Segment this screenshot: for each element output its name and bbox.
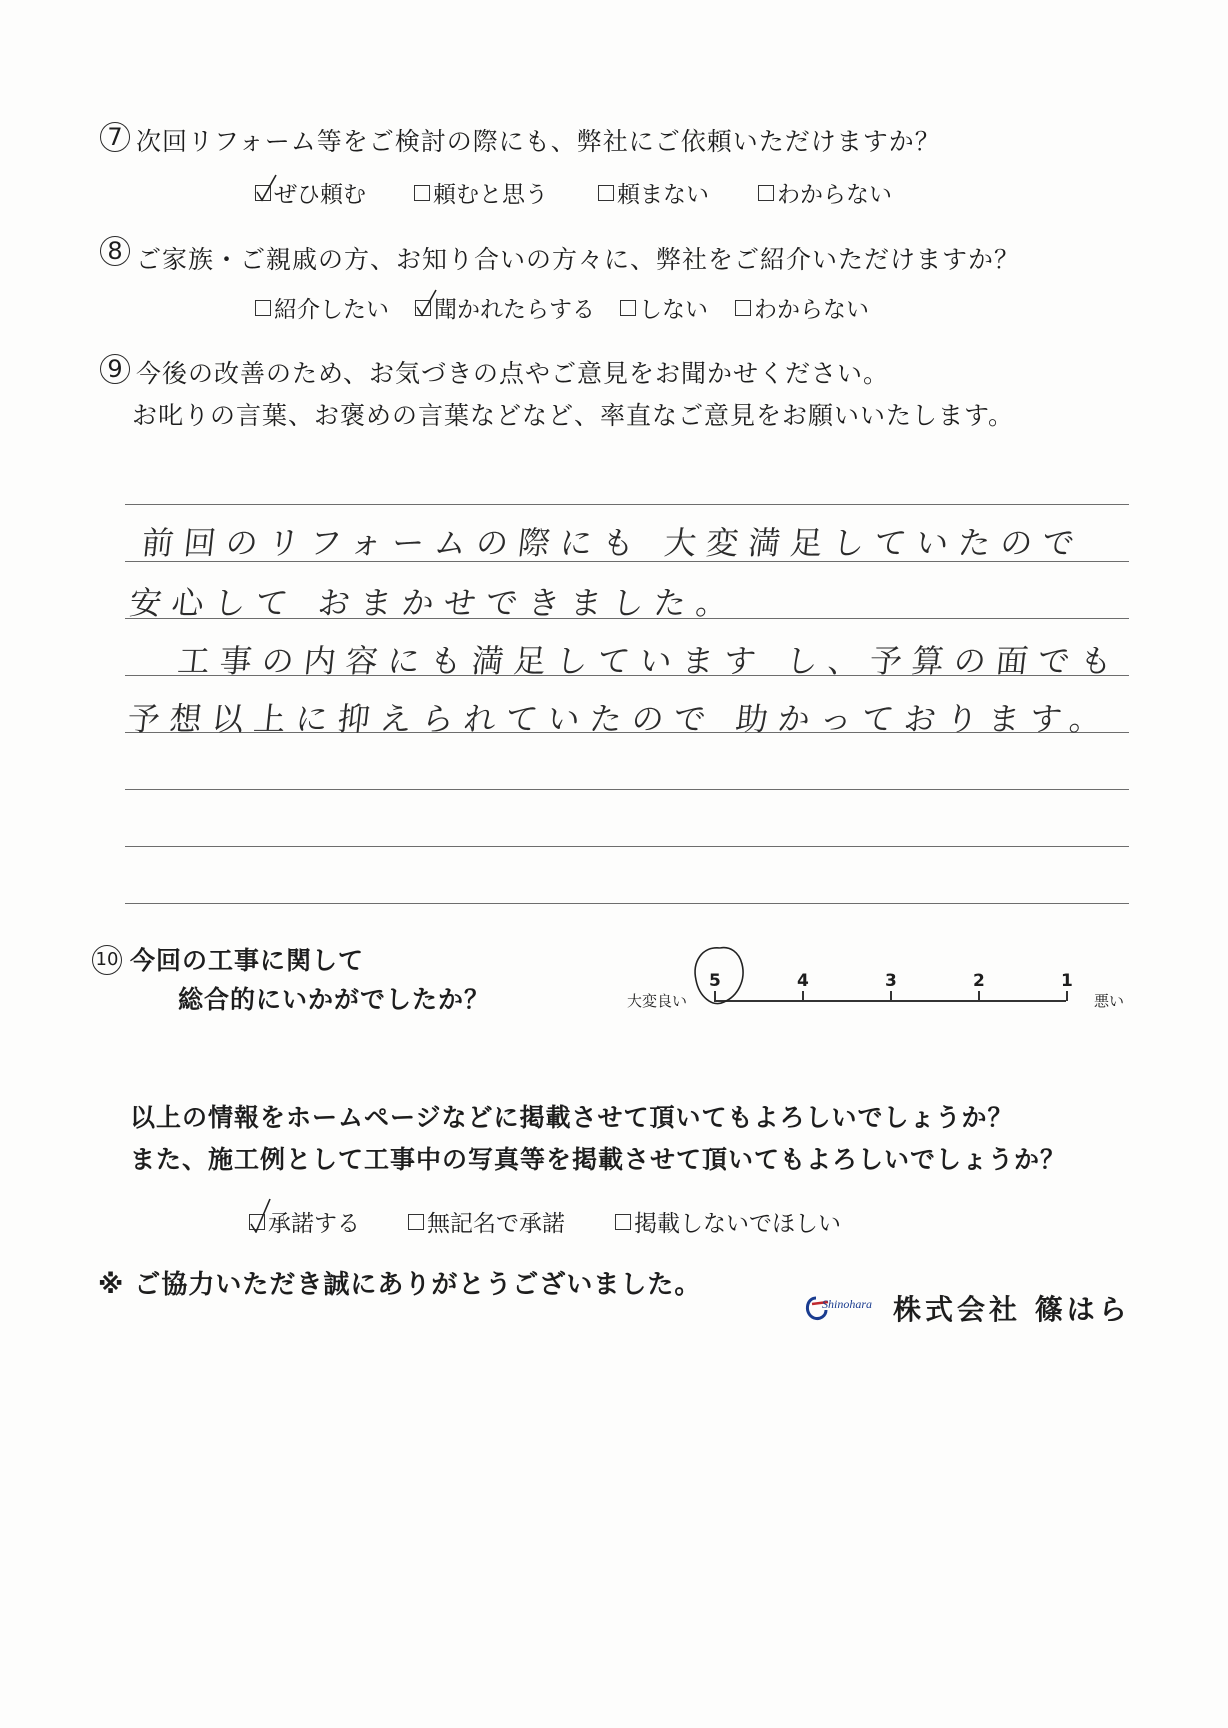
- checkbox[interactable]: [598, 185, 614, 201]
- publish-option-3[interactable]: [615, 1205, 841, 1238]
- handwritten-comment-line4: 予想以上に抑えられていたので 助かっております。: [125, 700, 1114, 738]
- scale-number-4[interactable]: 4: [797, 971, 809, 991]
- option-label: しない: [639, 297, 708, 323]
- scale-tick: [890, 991, 892, 1001]
- checkbox[interactable]: [408, 1214, 424, 1230]
- writing-line: [125, 903, 1129, 904]
- option-label: ぜひ頼む: [274, 182, 366, 208]
- question-number-9: 9: [100, 354, 130, 384]
- logo-text: Shinohara: [822, 1297, 873, 1311]
- checkmark-icon: [248, 1193, 272, 1233]
- writing-line: [125, 504, 1129, 505]
- option-label: わからない: [754, 297, 869, 323]
- question-10-text-line2: 総合的にいかがでしたか？: [178, 985, 491, 1014]
- checkbox[interactable]: [735, 300, 751, 316]
- writing-line: [125, 789, 1129, 790]
- checkbox[interactable]: [414, 185, 430, 201]
- scale-number-5[interactable]: 5: [709, 971, 721, 991]
- checkbox-checked[interactable]: [249, 1214, 265, 1230]
- company-logo: [802, 1290, 892, 1324]
- q8-option-1[interactable]: [255, 291, 389, 324]
- handwritten-comment-line3: 工事の内容にも満足しています し、予算の面でも: [175, 642, 1124, 680]
- question-number-7: 7: [100, 122, 130, 152]
- question-7-text: 次回リフォーム等をご検討の際にも、弊社にご依頼いただけますか？: [136, 127, 941, 156]
- q7-option-2[interactable]: [414, 176, 548, 209]
- shinohara-logo-icon: [802, 1290, 892, 1324]
- scale-tick: [978, 991, 980, 1001]
- option-label: 承諾する: [268, 1211, 360, 1237]
- publish-question-line2: また、施工例として工事中の写真等を掲載させて頂いてもよろしいでしょうか？: [130, 1145, 1067, 1174]
- question-9-text-line2: お叱りの言葉、お褒めの言葉などなど、率直なご意見をお願いいたします。: [132, 401, 1015, 430]
- scale-tick: [1066, 991, 1068, 1001]
- question-8-text: ご家族・ご親戚の方、お知り合いの方々に、弊社をご紹介いただけますか？: [136, 245, 1021, 274]
- option-label: わからない: [777, 182, 892, 208]
- scale-left-label: 大変良い: [627, 992, 688, 1010]
- checkbox[interactable]: [620, 300, 636, 316]
- checkbox[interactable]: [615, 1214, 631, 1230]
- checkmark-icon: [414, 289, 438, 319]
- q8-option-2[interactable]: [415, 291, 595, 324]
- option-label: 頼まない: [617, 182, 709, 208]
- checkbox-checked[interactable]: [415, 300, 431, 316]
- handwritten-comment-line2: 安心して おまかせできました。: [127, 584, 740, 622]
- question-10-text-line1: 今回の工事に関して: [130, 946, 365, 975]
- scale-number-2[interactable]: 2: [973, 971, 985, 991]
- scale-right-label: 悪い: [1094, 992, 1125, 1010]
- selection-circle-icon: [680, 940, 760, 1020]
- option-label: 聞かれたらする: [434, 297, 595, 323]
- q8-option-3[interactable]: [620, 291, 708, 324]
- checkbox[interactable]: [255, 300, 271, 316]
- writing-line: [125, 846, 1129, 847]
- question-9-text-line1: 今後の改善のため、お気づきの点やご意見をお聞かせください。: [136, 359, 890, 388]
- company-name: 株式会社 篠はら: [893, 1293, 1131, 1326]
- option-label: 紹介したい: [274, 297, 389, 323]
- handwritten-comment-line1: 前回のリフォームの際にも 大変満足していたので: [139, 524, 1087, 562]
- checkmark-icon: [254, 174, 278, 204]
- question-number-10: 10: [92, 945, 122, 975]
- scale-number-1[interactable]: 1: [1061, 971, 1073, 991]
- q7-option-1[interactable]: [255, 176, 366, 209]
- question-number-8: 8: [100, 236, 130, 266]
- publish-question-line1: 以上の情報をホームページなどに掲載させて頂いてもよろしいでしょうか？: [130, 1103, 1014, 1132]
- checkbox[interactable]: [758, 185, 774, 201]
- scale-number-3[interactable]: 3: [885, 971, 897, 991]
- checkbox-checked[interactable]: [255, 185, 271, 201]
- option-label: 掲載しないでほしい: [634, 1211, 841, 1237]
- thanks-message: ※ ご協力いただき誠にありがとうございました。: [98, 1270, 702, 1300]
- q8-option-4[interactable]: [735, 291, 869, 324]
- q7-option-4[interactable]: [758, 176, 892, 209]
- option-label: 無記名で承諾: [427, 1211, 565, 1237]
- publish-option-1[interactable]: [249, 1205, 360, 1238]
- option-label: 頼むと思う: [433, 182, 548, 208]
- q7-option-3[interactable]: [598, 176, 709, 209]
- scale-tick: [802, 991, 804, 1001]
- publish-option-2[interactable]: [408, 1205, 565, 1238]
